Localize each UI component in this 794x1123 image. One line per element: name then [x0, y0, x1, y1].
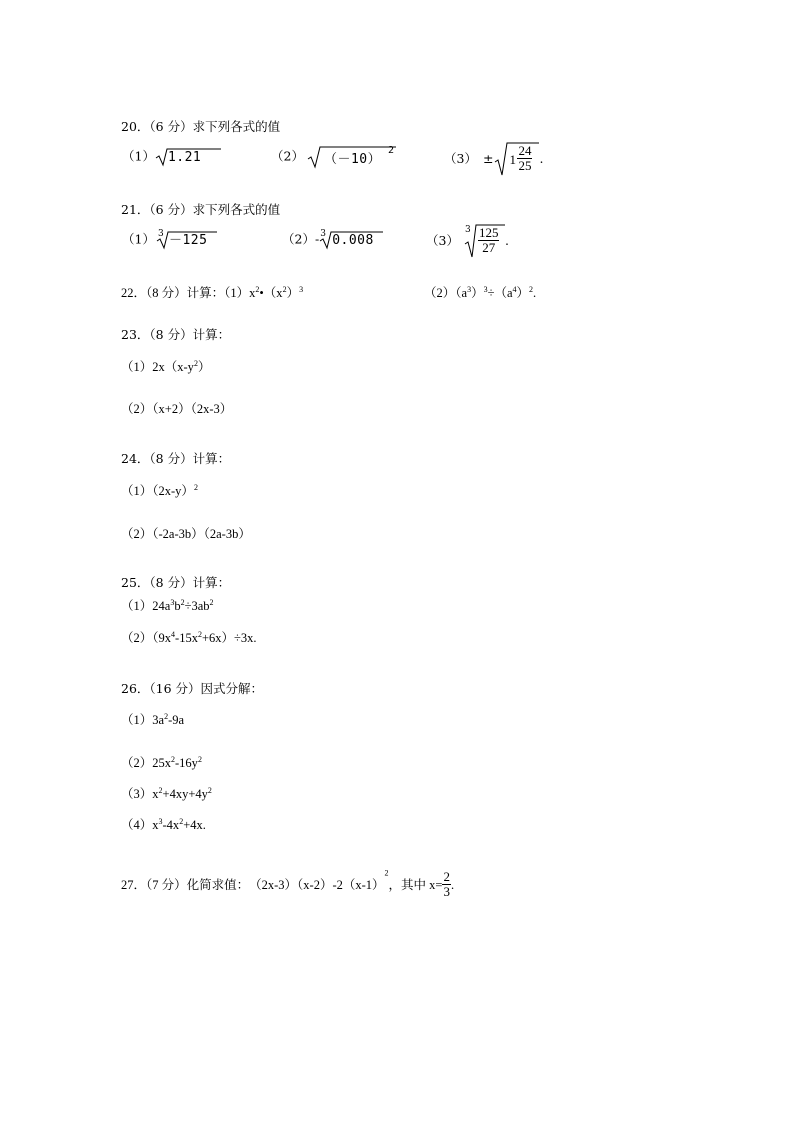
q26-p2-term: -16y	[175, 756, 198, 770]
q22-p1-dot: •	[259, 286, 264, 300]
q25-p2-exp: 2	[197, 630, 202, 639]
q20-p3-label: （3）	[444, 150, 477, 166]
q22-p1-term: ）	[286, 286, 300, 300]
q20-part3	[444, 142, 543, 176]
q22-p1-term: x	[249, 286, 256, 300]
q21-p3-label: （3）	[426, 232, 459, 248]
q26-p2-exp: 2	[197, 755, 202, 764]
q26-p4-label: （4）	[121, 818, 153, 832]
q23-p2-expression: （x+2）（2x-3）	[152, 402, 233, 416]
q27-end: .	[450, 877, 455, 892]
q25-part1	[121, 600, 214, 613]
q25-p1-term: ÷3ab	[184, 599, 210, 613]
q26-p3-term: +4xy+4y	[162, 787, 208, 801]
q27-expression: （2x-3）（x-2）-2（x-1）	[249, 877, 385, 892]
q25-p2-term: +6x）÷3x.	[201, 631, 257, 645]
q21-p3-fraction	[478, 226, 500, 256]
q21-p2-cbrt	[319, 231, 383, 249]
q22-p2-end: .	[533, 286, 537, 300]
q21-p1-cbrt	[155, 231, 217, 249]
q20-p3-sign: ±	[482, 150, 494, 166]
q25-p1-label: （1）	[121, 599, 153, 613]
q22-header: 22．（8 分）计算：	[121, 286, 225, 300]
q25-p1-term: 24a	[152, 599, 171, 613]
q25-p1-term: b	[174, 599, 181, 613]
q20-p3-sqrt	[495, 142, 539, 176]
q23-p1-label: （1）	[121, 360, 153, 374]
q27-header: 27．（7 分）化简求值：	[121, 877, 250, 892]
q26-part2	[121, 757, 202, 770]
q22-line	[121, 287, 303, 300]
q26-p3-label: （3）	[121, 787, 153, 801]
q20-p3-fraction	[517, 144, 532, 174]
q21-p1-index: 3	[157, 229, 164, 239]
q24-p2-label: （2）	[121, 527, 153, 541]
q24-part2	[121, 528, 251, 541]
q25-p1-exp: 3	[170, 598, 175, 607]
q21-p2-radicand: 0.008	[332, 233, 374, 248]
q25-part2	[121, 632, 257, 645]
q24-header: 24．（8 分）计算：	[121, 451, 231, 466]
q25-header: 25．（8 分）计算：	[121, 575, 231, 590]
q26-p4-term: x	[152, 818, 159, 832]
q20-header: 20．（6 分）求下列各式的值	[121, 119, 281, 134]
q22-p2-exp: 2	[529, 285, 534, 294]
q20-p2-exponent: 2	[387, 145, 395, 156]
q26-part1	[121, 714, 184, 727]
q25-p2-term: -15x	[175, 631, 198, 645]
q21-p3-index: 3	[464, 225, 471, 235]
q22-part2	[424, 287, 536, 300]
q26-p1-term: 3a	[152, 713, 165, 727]
q20-p1-label: （1）	[122, 148, 155, 164]
q27-numerator: 2	[443, 869, 450, 884]
q26-p4-term: -4x	[162, 818, 180, 832]
q20-p3-end: .	[539, 150, 544, 166]
q27-fraction	[442, 870, 451, 900]
q22-p1-term: （x	[263, 286, 283, 300]
q26-p3-term: x	[152, 787, 159, 801]
q22-p2-label: （2）	[424, 286, 456, 300]
q20-p2-radicand: （－10）	[323, 152, 382, 167]
q26-p3-exp: 2	[207, 786, 212, 795]
q26-p1-label: （1）	[121, 713, 153, 727]
q24-p2-expression: （-2a-3b）（2a-3b）	[152, 527, 251, 541]
q21-p2-index: 3	[320, 229, 326, 239]
q26-p3-exp: 2	[158, 786, 163, 795]
q21-p3-end: .	[504, 232, 509, 248]
q20-p2-label: （2）	[271, 148, 304, 164]
q22-p1-exp: 2	[282, 285, 287, 294]
q22-p1-exp: 2	[255, 285, 260, 294]
q21-p3-cbrt	[465, 224, 505, 258]
q25-p2-exp: 4	[171, 630, 176, 639]
q22-p2-exp: 3	[467, 285, 472, 294]
q25-p2-term: （9x	[152, 631, 172, 645]
q21-part1	[122, 231, 217, 249]
q26-p2-exp: 2	[171, 755, 176, 764]
q24-part1	[121, 485, 198, 498]
q20-p1-radicand: 1.21	[167, 150, 202, 165]
q23-p2-label: （2）	[121, 402, 153, 416]
q22-p2-term: （a	[455, 286, 468, 300]
q21-part3	[426, 224, 509, 258]
q25-p1-exp: 2	[209, 598, 214, 607]
q21-p3-numerator: 125	[478, 225, 499, 240]
q26-p2-term: 25x	[152, 756, 172, 770]
q23-p1-term: 2x（x-y	[152, 360, 194, 374]
q21-p2-label: （2）	[282, 231, 315, 247]
q21-p2-sign: -	[314, 231, 320, 247]
q20-p3-numerator: 24	[518, 143, 532, 158]
q23-part2	[121, 403, 232, 416]
q26-p4-exp: 3	[158, 817, 163, 826]
q20-part1	[122, 148, 221, 166]
q26-p2-label: （2）	[121, 756, 153, 770]
q27-exp: 2	[384, 868, 389, 878]
q26-p4-exp: 2	[179, 817, 184, 826]
q21-p1-label: （1）	[122, 231, 155, 247]
q27-condition: ，其中 x=	[388, 877, 443, 892]
q25-p2-label: （2）	[121, 631, 153, 645]
q22-p1-label: （1）	[224, 286, 250, 300]
q20-part2	[271, 146, 396, 168]
q23-p1-exp: 2	[193, 359, 198, 368]
q21-p3-denominator: 27	[482, 240, 496, 256]
q22-p2-exp: 4	[512, 285, 517, 294]
q26-p4-term: +4x.	[183, 818, 206, 832]
q20-p1-sqrt	[155, 148, 221, 166]
q24-p1-expression: （2x-y）	[152, 484, 194, 498]
q20-p3-whole: 1	[509, 152, 516, 167]
q22-p2-term: ）	[516, 286, 530, 300]
q26-part3	[121, 788, 212, 801]
q23-p1-term: ）	[197, 360, 211, 374]
q27-line	[121, 870, 454, 900]
q26-p1-term: -9a	[168, 713, 185, 727]
q21-header: 21．（6 分）求下列各式的值	[121, 202, 281, 217]
q24-p1-label: （1）	[121, 484, 153, 498]
q22-p2-term: ）	[471, 286, 484, 300]
q26-part4	[121, 819, 206, 832]
q21-part2	[282, 231, 383, 249]
q22-p1-exp: 3	[299, 285, 304, 294]
q26-p1-exp: 2	[164, 712, 169, 721]
q26-header: 26．（16 分）因式分解：	[121, 681, 264, 696]
q27-denominator: 3	[443, 884, 450, 900]
q24-p1-exp: 2	[193, 483, 198, 492]
q21-p1-radicand: －125	[168, 233, 208, 248]
q20-p2-sqrt	[304, 146, 396, 168]
q23-part1	[121, 361, 210, 374]
q22-p2-term: ÷（a	[487, 286, 513, 300]
q20-p3-denominator: 25	[518, 158, 532, 174]
q23-header: 23．（8 分）计算：	[121, 327, 231, 342]
q25-p1-exp: 2	[180, 598, 185, 607]
q22-p2-exp: 3	[483, 285, 488, 294]
